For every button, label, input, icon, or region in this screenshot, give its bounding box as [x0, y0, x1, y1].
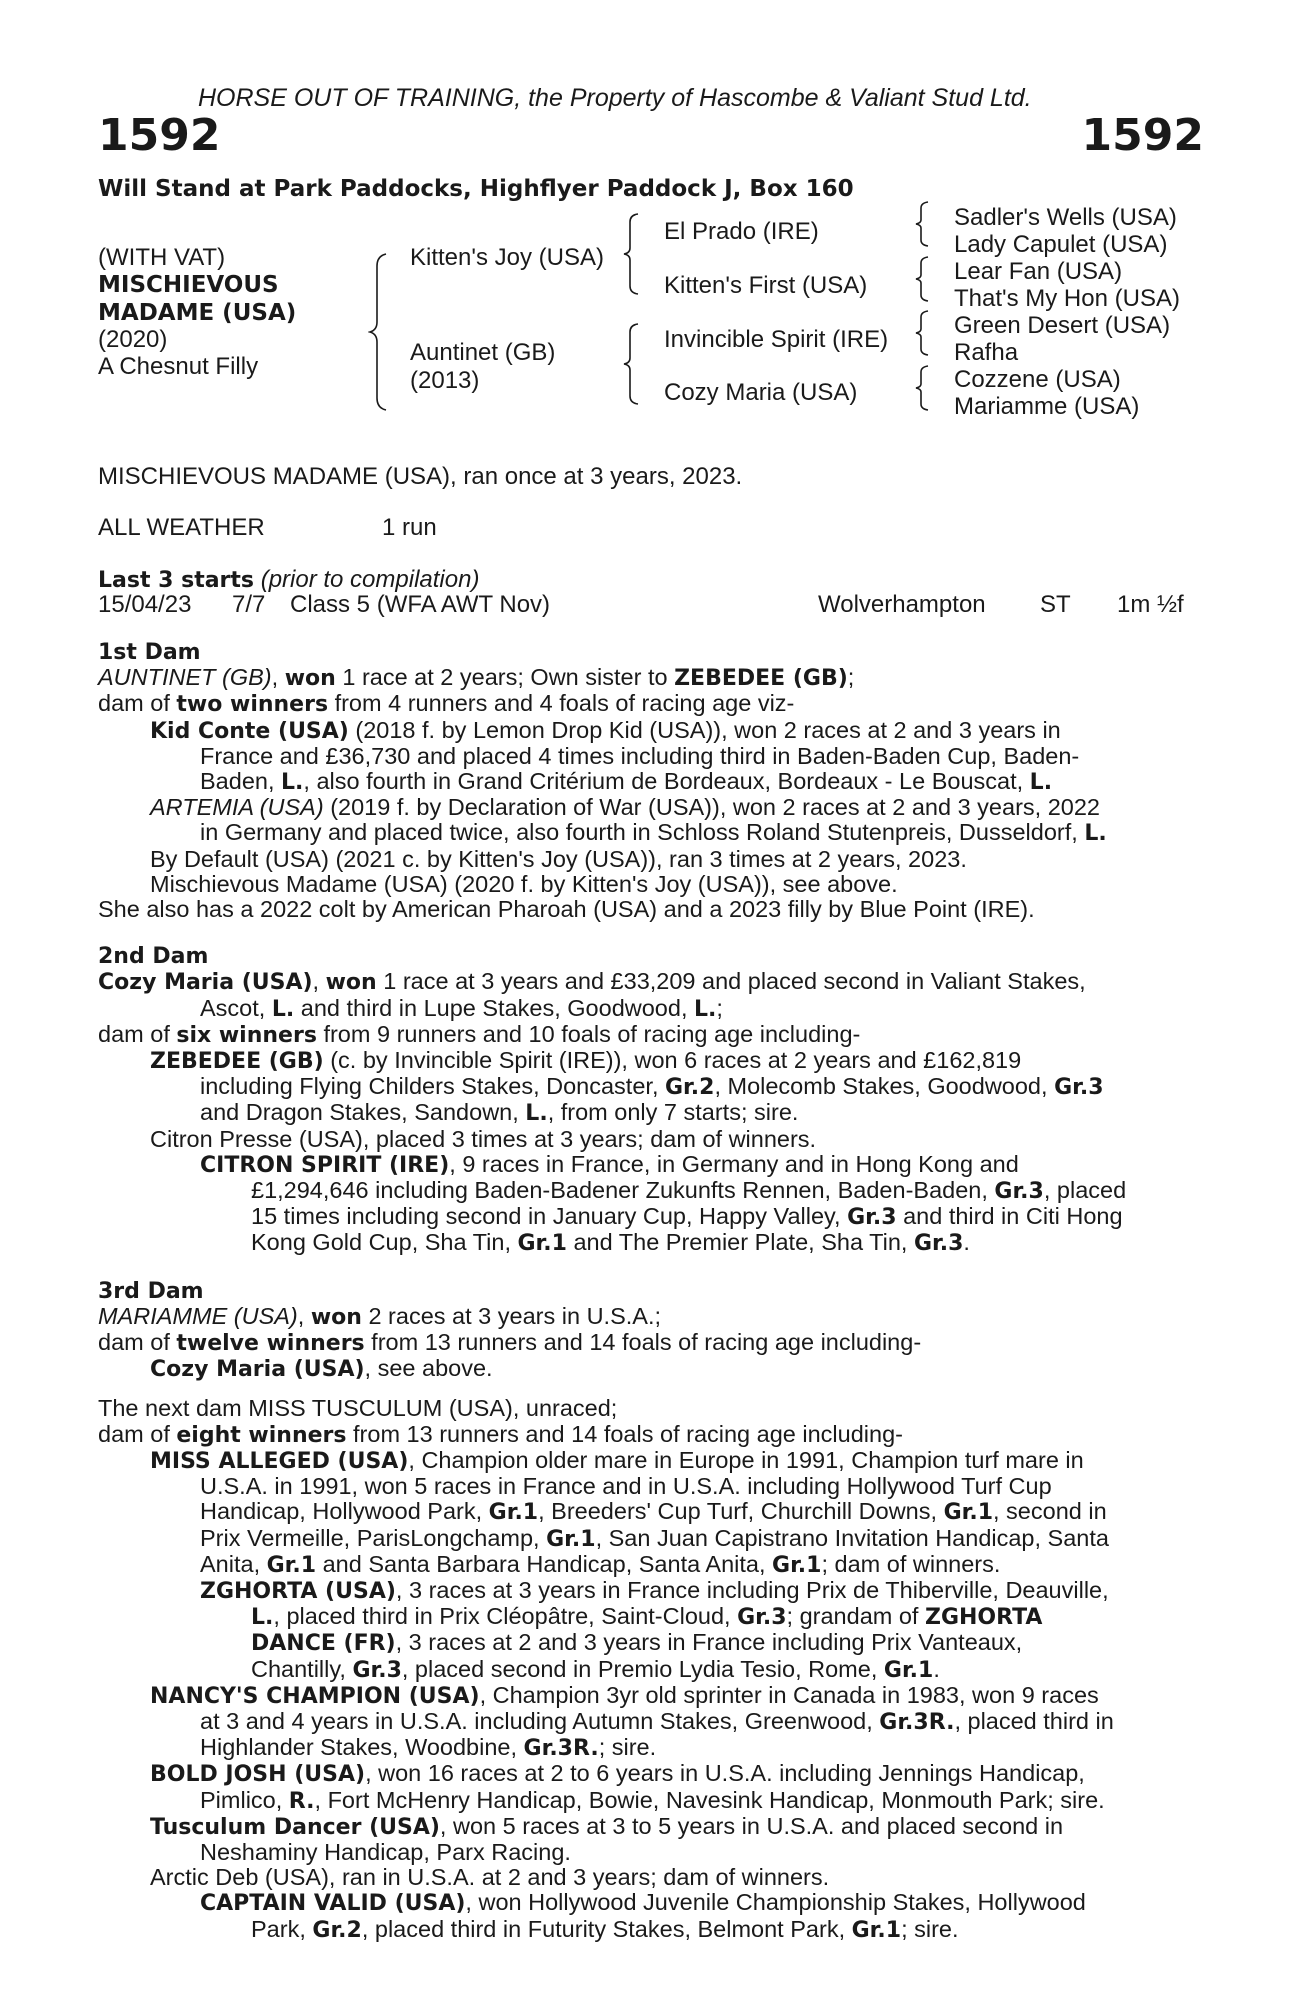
- text: Park,: [251, 1915, 313, 1942]
- pedigree-brace-main: [368, 252, 390, 412]
- vat-note: (WITH VAT): [98, 244, 226, 271]
- grandprogeny-entry-cont: [98, 1657, 1202, 1683]
- text: ; grandam of: [786, 1603, 925, 1630]
- dam-line: [98, 969, 1202, 995]
- progeny-entry: Mischievous Madame (USA) (2020 f. by Kitten's Joy (USA)), see above.: [150, 870, 898, 897]
- text: , second in: [993, 1498, 1107, 1525]
- progeny-entry: By Default (USA) (2021 c. by Kitten's Joy (USA)), ran 3 times at 2 years, 2023.: [150, 845, 967, 872]
- grandprogeny-entry: [98, 1578, 1202, 1604]
- pedigree-sire-sire: El Prado (IRE): [664, 218, 819, 245]
- horse-name-line2: MADAME (USA): [98, 300, 297, 326]
- text: Anita,: [200, 1550, 267, 1577]
- text: , also fourth in Grand Critérium de Bordeaux, Bordeaux - Le Bouscat,: [303, 768, 1030, 795]
- grade-mark: Gr.2: [665, 1075, 715, 1101]
- dam-line: [98, 1304, 1202, 1330]
- progeny-entry: Citron Presse (USA), placed 3 times at 3 years; dam of winners.: [150, 1125, 817, 1152]
- surface-runs: 1 run: [382, 514, 437, 541]
- progeny-name: ZEBEDEE (GB): [150, 1049, 324, 1075]
- progeny-name: Kid Conte (USA): [150, 718, 349, 744]
- progeny-name: NANCY'S CHAMPION (USA): [150, 1683, 480, 1709]
- text: and Santa Barbara Handicap, Santa Anita,: [316, 1550, 773, 1577]
- grade-mark: Gr.3R.: [879, 1709, 955, 1735]
- pedigree-brace-sd: [914, 255, 932, 303]
- grandprogeny-entry: [98, 1890, 1202, 1916]
- grandprogeny-entry: [98, 1152, 1202, 1178]
- progeny-entry: [98, 1761, 1202, 1787]
- progeny-entry-cont: [98, 1100, 1202, 1126]
- text: Kong Gold Cup, Sha Tin,: [251, 1229, 518, 1256]
- progeny-entry-cont: France and £36,730 and placed 4 times including third in Baden-Baden Cup, Baden-: [200, 742, 1080, 769]
- text: ; sire.: [598, 1734, 657, 1761]
- listed-mark: L.: [694, 996, 717, 1022]
- progeny-entry: [98, 1356, 1202, 1382]
- pedigree-dss: Green Desert (USA): [954, 312, 1171, 339]
- pedigree-ddd: Mariamme (USA): [954, 393, 1140, 420]
- grandprogeny-entry-cont: [98, 1630, 1202, 1656]
- horse-name-line1: MISCHIEVOUS: [98, 272, 279, 298]
- text: ; sire.: [901, 1915, 959, 1942]
- text: , Breeders' Cup Turf, Churchill Downs,: [538, 1498, 944, 1525]
- progeny-name: Tusculum Dancer (USA): [150, 1814, 440, 1840]
- lot-number-left: 1592: [98, 110, 221, 161]
- text: dam of: [98, 1329, 177, 1356]
- winners-count: eight winners: [176, 1422, 347, 1448]
- text: , 3 races at 3 years in France including Prix de Thiberville, Deauville,: [395, 1576, 1109, 1603]
- grade-mark: Gr.1: [266, 1552, 317, 1578]
- progeny-entry-cont: [98, 820, 1202, 846]
- grade-mark: Gr.3: [737, 1605, 787, 1631]
- pedigree-sdd: That's My Hon (USA): [954, 285, 1180, 312]
- progeny-entry-cont: [98, 1709, 1202, 1735]
- pedigree-notes: [98, 640, 1202, 1943]
- third-dam-section: [98, 1279, 1202, 1383]
- text: .: [963, 1229, 970, 1256]
- dam-line: [98, 665, 1202, 691]
- dam-line-cont: [98, 996, 1202, 1022]
- text: , placed second in Premio Lydia Tesio, Rome,: [401, 1655, 884, 1682]
- listed-mark: L.: [271, 996, 295, 1022]
- text: , placed: [1043, 1177, 1127, 1204]
- grandprogeny-entry-cont: [98, 1204, 1202, 1230]
- pedigree-sds: Lear Fan (USA): [954, 258, 1123, 285]
- text: from 13 runners and 14 foals of racing age including-: [364, 1329, 922, 1356]
- start-race: Class 5 (WFA AWT Nov): [290, 591, 551, 618]
- progeny-name: CAPTAIN VALID (USA): [200, 1891, 466, 1917]
- progeny-entry: [98, 1683, 1202, 1709]
- text: Pimlico,: [200, 1786, 289, 1813]
- winners-count: two winners: [176, 692, 329, 718]
- text: Chantilly,: [251, 1655, 353, 1682]
- progeny-entry-cont: [98, 769, 1202, 795]
- progeny-entry-cont: [98, 1526, 1202, 1552]
- young-stock-line: She also has a 2022 colt by American Pharoah (USA) and a 2023 filly by Blue Point (IRE).: [98, 896, 1035, 923]
- sibling-name: ZEBEDEE (GB): [674, 666, 848, 692]
- restricted-mark: R.: [288, 1788, 315, 1814]
- grade-mark: Gr.3: [1054, 1075, 1104, 1101]
- first-dam-section: [98, 640, 1202, 922]
- pedigree-dsd: Rafha: [954, 339, 1019, 366]
- grade-mark: Gr.2: [312, 1917, 362, 1943]
- progeny-entry: [98, 795, 1202, 820]
- progeny-entry-cont: [98, 1074, 1202, 1100]
- stabling-location: Will Stand at Park Paddocks, Highflyer Paddock J, Box 160: [98, 176, 854, 202]
- text: , placed third in: [954, 1707, 1114, 1734]
- text: and third in Citi Hong: [896, 1203, 1123, 1230]
- grade-mark: Gr.3: [913, 1231, 964, 1257]
- progeny-name: BOLD JOSH (USA): [150, 1762, 366, 1788]
- progeny-entry-cont: [98, 1788, 1202, 1814]
- pedigree-dds: Cozzene (USA): [954, 366, 1121, 393]
- text: , see above.: [364, 1355, 493, 1382]
- pedigree-dam-dam: Cozy Maria (USA): [664, 379, 858, 406]
- text: £1,294,646 including Baden-Badener Zukunfts Rennen, Baden-Baden,: [251, 1177, 995, 1204]
- grandprogeny-entry-cont: [98, 1230, 1202, 1256]
- section-title: 2nd Dam: [98, 944, 209, 970]
- pedigree-brace-ds: [914, 309, 932, 357]
- produce-line: [98, 1330, 1202, 1356]
- text: and Dragon Stakes, Sandown,: [200, 1099, 526, 1126]
- text: , Champion 3yr old sprinter in Canada in 1983, won 9 races: [479, 1681, 1099, 1708]
- grade-mark: Gr.1: [546, 1526, 596, 1552]
- text: , won Hollywood Juvenile Championship Stakes, Hollywood: [465, 1889, 1086, 1916]
- text: ; dam of winners.: [821, 1550, 1001, 1577]
- text: Ascot,: [200, 994, 272, 1021]
- listed-mark: L.: [1029, 770, 1053, 796]
- text: (c. by Invincible Spirit (IRE)), won 6 races at 2 years and £162,819: [323, 1047, 1022, 1074]
- text: , won 16 races at 2 to 6 years in U.S.A. including Jennings Handicap,: [365, 1760, 1085, 1787]
- text: Prix Vermeille, ParisLongchamp,: [200, 1524, 547, 1551]
- text: ,: [297, 1302, 311, 1329]
- text: , 3 races at 2 and 3 years in France including Prix Vanteaux,: [395, 1629, 1023, 1656]
- pedigree-brace-ss: [914, 200, 932, 248]
- grandprogeny-entry-cont: [98, 1604, 1202, 1630]
- won-label: won: [284, 666, 336, 692]
- text: (2019 f. by Declaration of War (USA)), won 2 races at 2 and 3 years, 2022: [323, 794, 1100, 821]
- produce-line: [98, 691, 1202, 717]
- text: Baden,: [200, 768, 282, 795]
- text: and third in Lupe Stakes, Goodwood,: [294, 994, 694, 1021]
- text: in Germany and placed twice, also fourth in Schloss Roland Stutenpreis, Dusseldorf,: [200, 819, 1085, 846]
- produce-line: [98, 1022, 1202, 1048]
- grade-mark: Gr.3: [847, 1205, 897, 1231]
- progeny-entry: [98, 718, 1202, 744]
- text: Highlander Stakes, Woodbine,: [200, 1734, 524, 1761]
- horse-description: A Chesnut Filly: [98, 353, 259, 380]
- text: .: [933, 1655, 940, 1682]
- dam-name: AUNTINET (GB): [98, 664, 272, 691]
- listed-mark: L.: [251, 1605, 274, 1631]
- progeny-entry-cont: Neshaminy Handicap, Parx Racing.: [200, 1838, 571, 1865]
- grade-mark: Gr.3: [352, 1657, 402, 1683]
- progeny-entry: [98, 1814, 1202, 1840]
- dam-name: MARIAMME (USA): [98, 1302, 298, 1329]
- text: 15 times including second in January Cup, Happy Valley,: [251, 1203, 848, 1230]
- pedigree-sire: Kitten's Joy (USA): [410, 244, 604, 271]
- produce-line: [98, 1422, 1202, 1448]
- pedigree-dam-year: (2013): [410, 367, 480, 394]
- winners-count: twelve winners: [176, 1331, 365, 1357]
- foaling-year: (2020): [98, 326, 168, 353]
- dam-name: Cozy Maria (USA): [98, 970, 313, 996]
- sale-header: HORSE OUT OF TRAINING, the Property of Hascombe & Valiant Stud Ltd.: [198, 84, 1032, 112]
- progeny-name: ZGHORTA: [925, 1605, 1043, 1631]
- start-date: 15/04/23: [98, 591, 192, 618]
- grade-mark: Gr.1: [488, 1500, 539, 1526]
- start-course: Wolverhampton: [818, 591, 986, 618]
- text: at 3 and 4 years in U.S.A. including Autumn Stakes, Greenwood,: [200, 1707, 880, 1734]
- pedigree-brace-dam: [622, 322, 642, 406]
- text: (2018 f. by Lemon Drop Kid (USA)), won 2 races at 2 and 3 years in: [348, 716, 1061, 743]
- surface-label: ALL WEATHER: [98, 514, 265, 541]
- pedigree-brace-sire: [622, 212, 642, 296]
- won-label: won: [325, 970, 377, 996]
- pedigree-sss: Sadler's Wells (USA): [954, 204, 1177, 231]
- listed-mark: L.: [1084, 821, 1107, 847]
- text: ,: [271, 664, 285, 691]
- progeny-entry-cont: U.S.A. in 1991, won 5 races in France and in U.S.A. including Hollywood Turf Cup: [200, 1473, 1052, 1500]
- text: ,: [312, 968, 326, 995]
- text: ;: [716, 994, 723, 1021]
- text: , won 5 races at 3 to 5 years in U.S.A. and placed second in: [439, 1812, 1064, 1839]
- text: 2 races at 3 years in U.S.A.;: [361, 1302, 662, 1329]
- pedigree-brace-dd: [914, 364, 932, 412]
- progeny-name: CITRON SPIRIT (IRE): [200, 1152, 450, 1178]
- text: , 9 races in France, in Germany and in Hong Kong and: [449, 1150, 1019, 1177]
- progeny-entry-cont: [98, 1735, 1202, 1761]
- lot-number-right: 1592: [1081, 110, 1204, 161]
- text: , placed third in Prix Cléopâtre, Saint-Cloud,: [273, 1603, 738, 1630]
- progeny-name: ARTEMIA (USA): [150, 794, 324, 821]
- pedigree-sire-dam: Kitten's First (USA): [664, 272, 868, 299]
- next-dam-section: [98, 1396, 1202, 1942]
- pedigree-dam-sire: Invincible Spirit (IRE): [664, 326, 889, 353]
- last-starts-note: (prior to compilation): [260, 566, 480, 593]
- text: from 9 runners and 10 foals of racing age including-: [316, 1020, 861, 1047]
- progeny-entry-cont: [98, 1499, 1202, 1525]
- start-going: ST: [1040, 591, 1071, 618]
- text: dam of: [98, 690, 177, 717]
- text: , Fort McHenry Handicap, Bowie, Navesink Handicap, Monmouth Park; sire.: [314, 1786, 1105, 1813]
- text: , Molecomb Stakes, Goodwood,: [714, 1073, 1055, 1100]
- grandprogeny-entry-cont: [98, 1178, 1202, 1204]
- text: 1 race at 3 years and £33,209 and placed second in Valiant Stakes,: [376, 968, 1086, 995]
- race-summary: MISCHIEVOUS MADAME (USA), ran once at 3 years, 2023.: [98, 463, 743, 490]
- grade-mark: Gr.1: [772, 1552, 822, 1578]
- second-dam-section: [98, 944, 1202, 1256]
- text: and The Premier Plate, Sha Tin,: [566, 1229, 914, 1256]
- progeny-name: Cozy Maria (USA): [150, 1357, 365, 1383]
- text: ;: [847, 664, 855, 691]
- start-distance: 1m ½f: [1117, 591, 1184, 618]
- grade-mark: Gr.1: [883, 1657, 934, 1683]
- text: , San Juan Capistrano Invitation Handicap, Santa: [595, 1524, 1109, 1551]
- text: , from only 7 starts; sire.: [547, 1099, 799, 1126]
- text: , placed third in Futurity Stakes, Belmont Park,: [361, 1915, 852, 1942]
- text: including Flying Childers Stakes, Doncaster,: [200, 1073, 665, 1100]
- won-label: won: [310, 1304, 362, 1330]
- progeny-name: ZGHORTA (USA): [200, 1578, 396, 1604]
- grade-mark: Gr.1: [943, 1500, 993, 1526]
- section-title: 1st Dam: [98, 640, 201, 665]
- listed-mark: L.: [281, 770, 304, 796]
- progeny-entry: Arctic Deb (USA), ran in U.S.A. at 2 and 3 years; dam of winners.: [150, 1864, 830, 1891]
- grade-mark: Gr.3: [994, 1179, 1044, 1205]
- text: Handicap, Hollywood Park,: [200, 1498, 489, 1525]
- grade-mark: Gr.1: [851, 1917, 902, 1943]
- progeny-entry-cont: [98, 1552, 1202, 1578]
- text: dam of: [98, 1420, 177, 1447]
- text: dam of: [98, 1020, 177, 1047]
- grade-mark: Gr.1: [517, 1231, 567, 1257]
- section-title: 3rd Dam: [98, 1278, 204, 1304]
- dam-line: The next dam MISS TUSCULUM (USA), unraced;: [98, 1395, 618, 1422]
- text: from 4 runners and 4 foals of racing age viz-: [328, 690, 795, 717]
- progeny-entry: [98, 1448, 1202, 1474]
- pedigree-ssd: Lady Capulet (USA): [954, 231, 1168, 258]
- start-position: 7/7: [232, 591, 266, 618]
- listed-mark: L.: [525, 1101, 548, 1127]
- last-starts-title: Last 3 starts: [98, 568, 255, 593]
- text: from 13 runners and 14 foals of racing age including-: [346, 1420, 903, 1447]
- progeny-name: DANCE (FR): [251, 1631, 396, 1657]
- progeny-name: MISS ALLEGED (USA): [150, 1448, 409, 1474]
- text: 1 race at 2 years; Own sister to: [335, 664, 675, 691]
- pedigree-dam: Auntinet (GB): [410, 339, 556, 366]
- winners-count: six winners: [176, 1022, 317, 1048]
- grandprogeny-entry-cont: [98, 1917, 1202, 1943]
- grade-mark: Gr.3R.: [523, 1736, 599, 1762]
- progeny-entry: [98, 1048, 1202, 1074]
- text: , Champion older mare in Europe in 1991, Champion turf mare in: [408, 1446, 1084, 1473]
